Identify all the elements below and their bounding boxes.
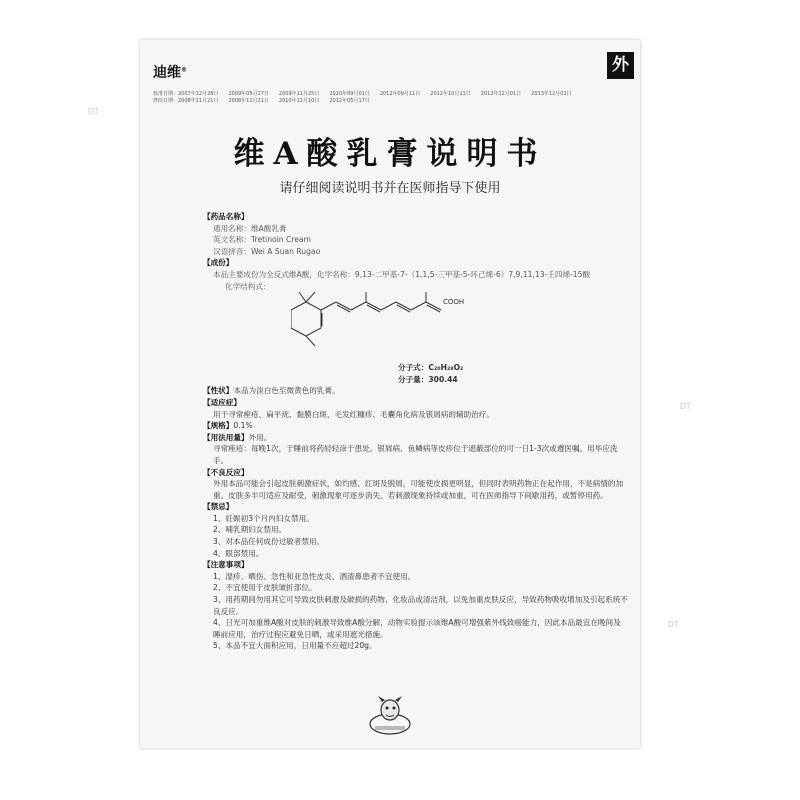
precaution-item: 2、不宜使用于皮肤皱折部位。 — [213, 583, 317, 593]
composition-text: 本品主要成份为全反式维A酸，化学名称：9,13-二甲基-7-（1,1,5-三甲基-5-环己烯-6）7,9,11,13-壬四烯-15酸 — [213, 269, 591, 279]
properties-text: 本品为淡白色至微黄色的乳膏。 — [233, 386, 340, 396]
section-specification — [203, 420, 628, 432]
usage-text: 寻常痤疮：每晚1次，于睡前将药轻轻涂于患处。银屑病、鱼鳞病等皮疹位于遮蔽部位的可一日1-3次或遵医嘱。用毕应洗手。 — [213, 444, 618, 465]
molecular-weight: 分子量：300.44 — [398, 374, 458, 384]
brand-logo — [153, 62, 187, 82]
registered-mark: ® — [181, 66, 187, 74]
section-drug-name — [203, 211, 628, 257]
watermark-top-right: DT — [680, 402, 691, 411]
section-precautions — [203, 559, 628, 652]
generic-name: 通用名称：维A酸乳膏 — [213, 223, 287, 233]
section-heading: 【成份】 — [203, 258, 234, 268]
external-use-badge: 外 — [607, 52, 634, 79]
mascot-logo-icon — [365, 694, 415, 736]
precaution-item: 5、本品不宜大面积应用，日用量不应超过20g。 — [213, 641, 377, 651]
chemical-structure — [203, 292, 628, 362]
brand-name: 迪维 — [153, 65, 181, 81]
watermark-bottom-right: DT — [668, 620, 679, 629]
english-name: 英文名称：Tretinoin Cream — [213, 235, 311, 245]
contraindication-item: 4、眼部禁用。 — [213, 548, 264, 558]
specification-text: 0.1% — [233, 421, 253, 431]
section-composition — [203, 257, 628, 385]
revision-date: 2009年05月17日 — [228, 91, 269, 97]
revision-date: 2012年05月17日 — [329, 97, 370, 104]
revision-date: 2008年11月21日 — [228, 97, 269, 104]
revision-date: 2012年10月11日 — [430, 91, 471, 97]
contraindication-item: 2、哺乳期妇女禁用。 — [213, 525, 287, 535]
watermark-top-left: DT — [88, 107, 99, 116]
revision-row-2 — [153, 98, 633, 105]
document-subtitle: 请仔细阅读说明书并在医师指导下使用 — [279, 181, 501, 196]
chemical-structure-diagram — [291, 292, 471, 362]
revision-date: 2013年12月01日 — [531, 91, 572, 97]
revision-date: 2010年11月10日 — [278, 97, 320, 104]
section-contraindications — [203, 501, 628, 559]
section-indications — [203, 397, 628, 420]
document-title: 维A酸乳膏说明书 — [233, 136, 547, 172]
section-heading: 【规格】 — [203, 421, 234, 431]
contraindication-item: 1、妊娠初3个月内妇女禁用。 — [213, 513, 314, 523]
section-heading: 【用法用量】 — [203, 432, 249, 442]
section-heading: 【不良反应】 — [203, 467, 249, 477]
precaution-item: 1、湿疹、晒伤、急性和亚急性皮炎、酒渣鼻患者不宜使用。 — [213, 571, 416, 581]
revision-date: 核准日期：2007年12月28日 — [153, 91, 219, 97]
section-properties — [203, 385, 628, 397]
section-adverse-reactions — [203, 467, 628, 502]
cooh-label: COOH — [443, 298, 465, 307]
precaution-item: 3、用药期间勿用其它可导致皮肤刺激及破损的药物、化妆品或清洁剂，以免加重皮肤反应，导致药物吸收增加及引起系统不良反应。 — [213, 595, 628, 616]
revision-date: 修改日期：2008年11月21日 — [153, 97, 219, 104]
usage-route: 外用。 — [248, 432, 272, 442]
revision-date: 2012年09月11日 — [379, 91, 421, 97]
instruction-content — [203, 211, 628, 652]
section-heading: 【适应症】 — [203, 397, 241, 407]
contraindication-item: 3、对本品任何成份过敏者禁用。 — [213, 537, 325, 547]
revision-date: 2010年09月01日 — [329, 91, 370, 97]
adverse-reactions-text: 外用本品可能会引起皮肤刺激症状，如灼感、红斑及脱屑，可能使皮损更明显，但同时表明药物正在起作用，不是病情的加重。皮肤多半可适应及耐受，刺激现象可逐步消失。若刺激现象持续或加重，可在医师指导下间歇用药，或暂停用药。 — [213, 479, 624, 500]
precaution-item: 4、日光可加重维A酸对皮肤的刺激导致维A酸分解，动物实验提示该维A酸可增强紫外线致癌能力，因此本品最宜在晚间及睡前应用，治疗过程应避免日晒，或采用遮光措施。 — [213, 618, 621, 639]
molecular-formula: 分子式：C₂₀H₂₈O₂ — [398, 363, 464, 373]
revision-dates — [153, 91, 633, 104]
section-heading: 【注意事项】 — [203, 560, 249, 570]
section-heading: 【禁忌】 — [203, 502, 234, 512]
revision-date: 2012年12月01日 — [480, 91, 522, 97]
indications-text: 用于寻常痤疮、扁平疣、黏膜白斑、毛发红糠疹、毛囊角化病及银屑病的辅助治疗。 — [213, 409, 494, 419]
section-usage — [203, 432, 628, 467]
structure-label: 化学结构式： — [225, 281, 271, 291]
revision-date: 2009年11月25日 — [278, 91, 320, 97]
section-heading: 【药品名称】 — [203, 212, 249, 221]
pinyin-name: 汉语拼音：Wei A Suan Rugao — [213, 246, 321, 256]
section-heading: 【性状】 — [203, 386, 234, 396]
